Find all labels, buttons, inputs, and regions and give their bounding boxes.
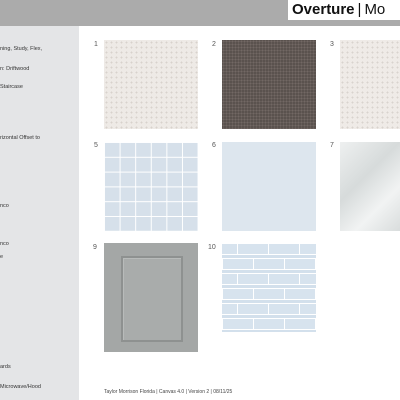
subway-tile [222, 243, 238, 255]
sample-number-2: 2 [212, 41, 216, 48]
subway-tile [237, 243, 269, 255]
sample-number-10: 10 [208, 244, 216, 251]
subway-tile [237, 273, 269, 285]
sidebar-item: nco [0, 241, 9, 247]
subway-tile [222, 288, 254, 300]
sample-tile-9[interactable] [104, 243, 198, 352]
sample-tile-1[interactable] [104, 40, 198, 129]
sample-tile-10[interactable] [222, 243, 316, 332]
sample-tile-3[interactable] [340, 40, 400, 129]
brand-suffix: Mo [364, 1, 386, 18]
sample-tile-6[interactable] [222, 142, 316, 231]
subway-tile [222, 318, 254, 330]
sample-number-3: 3 [330, 41, 334, 48]
cabinet-door-panel [121, 256, 183, 342]
sidebar-item: ards [0, 364, 11, 370]
subway-tile [284, 318, 316, 330]
brand-name: Overture [292, 1, 355, 18]
subway-tile [222, 303, 238, 315]
subway-tile [237, 303, 269, 315]
subway-tile [299, 273, 316, 285]
subway-tile [268, 243, 300, 255]
sidebar-item: nco [0, 203, 9, 209]
subway-tile [253, 318, 285, 330]
subway-tile [222, 273, 238, 285]
sidebar-item: Staircase [0, 84, 23, 90]
subway-tile [253, 288, 285, 300]
sample-number-1: 1 [94, 41, 98, 48]
sample-tile-7[interactable] [340, 142, 400, 231]
sidebar-item: rizontal Offset to [0, 135, 40, 141]
subway-tile [253, 258, 285, 270]
sample-tile-5[interactable] [104, 142, 198, 231]
footer-text: Taylor Morrison Florida | Canvas 4.0 | Version 2 | 08/11/25 [104, 389, 233, 395]
sample-number-6: 6 [212, 142, 216, 149]
brand-separator: | [357, 1, 362, 18]
sample-number-5: 5 [94, 142, 98, 149]
sidebar-item: Microwave/Hood [0, 384, 41, 390]
sample-number-7: 7 [330, 142, 334, 149]
sidebar [0, 26, 79, 400]
sidebar-item: ning, Study, Flex, [0, 46, 43, 52]
sample-number-9: 9 [93, 244, 97, 251]
sidebar-item: n: Driftwood [0, 66, 30, 72]
subway-tile [268, 273, 300, 285]
subway-tile [284, 288, 316, 300]
brand-title [288, 0, 400, 20]
subway-tile [299, 303, 316, 315]
sidebar-item: e [0, 254, 4, 260]
subway-tile [299, 243, 316, 255]
subway-tile [268, 303, 300, 315]
subway-tile [222, 258, 254, 270]
subway-tile [284, 258, 316, 270]
sample-tile-2[interactable] [222, 40, 316, 129]
